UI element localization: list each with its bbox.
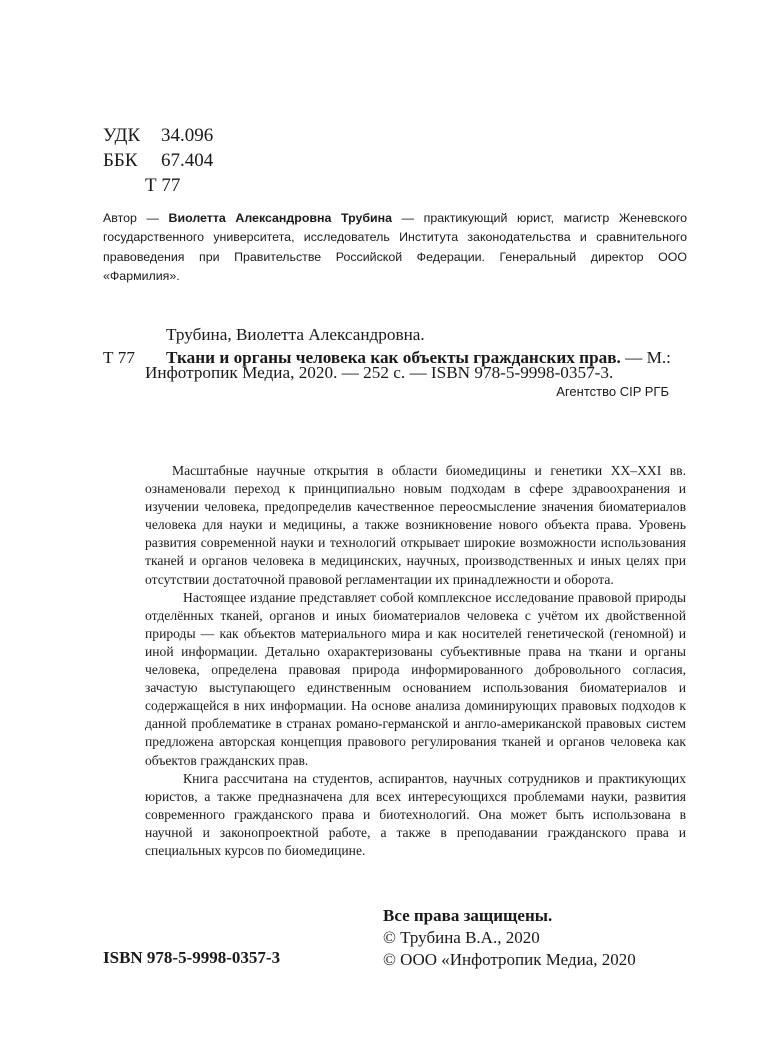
card-author-heading: Трубина, Виолетта Александровна. (166, 325, 425, 344)
isbn: ISBN 978-5-9998-0357-3 (103, 948, 281, 967)
author-note (103, 209, 687, 286)
author-mark: Т 77 (145, 175, 181, 196)
card-title-tail: — М.: (620, 348, 671, 367)
card-mark: Т 77 (103, 348, 135, 367)
copyright-publisher: © ООО «Инфотропик Медиа, 2020 (383, 950, 636, 969)
abstract-paragraph-3: Книга рассчитана на студентов, аспирантов, научных сотрудников и практикующих юристов, а также предназначена для всех интересующихся проблемами науки, развития современного гражданского права и биотехнологий. Она может быть использована в научной и законопроектной работе, а также в преподавании гражданского права и специальных курсов по биомедицине. (145, 770, 686, 858)
udk-label: УДК (103, 125, 141, 146)
rights-reserved: Все права защищены. (383, 906, 553, 925)
author-note-prefix: Автор — (103, 211, 159, 225)
author-note-text: — практикующий юрист, магистр Женевского государственного университета, исследователь Института законодательства и сравнительного правоведения при Правительстве Российской Федерации. Генеральный директор ООО «Фармилия». (103, 211, 687, 283)
udk-code (103, 124, 213, 147)
cip-agency: Агентство CIP РГБ (556, 384, 669, 399)
copyright-author: © Трубина В.А., 2020 (383, 928, 540, 947)
bbk-code (103, 149, 213, 172)
card-imprint: Инфотропик Медиа, 2020. — 252 с. — ISBN 978-5-9998-0357-3. (145, 363, 614, 382)
abstract-paragraph-2: Настоящее издание представляет собой комплексное исследование правовой природы отделённых тканей, органов и иных биоматериалов человека с учётом их двойственной природы — как объектов материального мира и как носителей генетической (геномной) и иной информации. Детально охарактеризованы субъективные права на ткани и органы человека, определена правовая природа информированного добровольного согласия, зачастую выступающего единственным основанием использования биоматериалов и содержащейся в них информации. На основе анализа доминирующих правовых подходов к данной проблематике в странах романо-германской и англо-американской правовых систем предложена авторская концепция правового регулирования тканей и органов человека как объектов гражданских прав. (145, 589, 686, 768)
udk-value: 34.096 (161, 125, 214, 146)
abstract-paragraph-1: Масштабные научные открытия в области биомедицины и генетики XX–XXI вв. ознаменовали переход к принципиально новым подходам в сфере здравоохранения и изучении человека, предопределив качественное переосмысление значения биоматериалов человека для науки и медицины, а также возникновение нового объекта права. Уровень развития современной науки и технологий открывает широкие возможности использования тканей и органов человека в медицинских, научных, производственных и иных целях при отсутствии достаточной правовой регламентации их принадлежности и оборота. (145, 463, 686, 587)
bbk-value: 67.404 (161, 150, 214, 171)
abstract (145, 462, 686, 860)
author-name: Виолетта Александровна Трубина (168, 211, 393, 225)
bbk-label: ББК (103, 150, 138, 171)
card-title: Ткани и органы человека как объекты гражданских прав. (166, 348, 621, 367)
